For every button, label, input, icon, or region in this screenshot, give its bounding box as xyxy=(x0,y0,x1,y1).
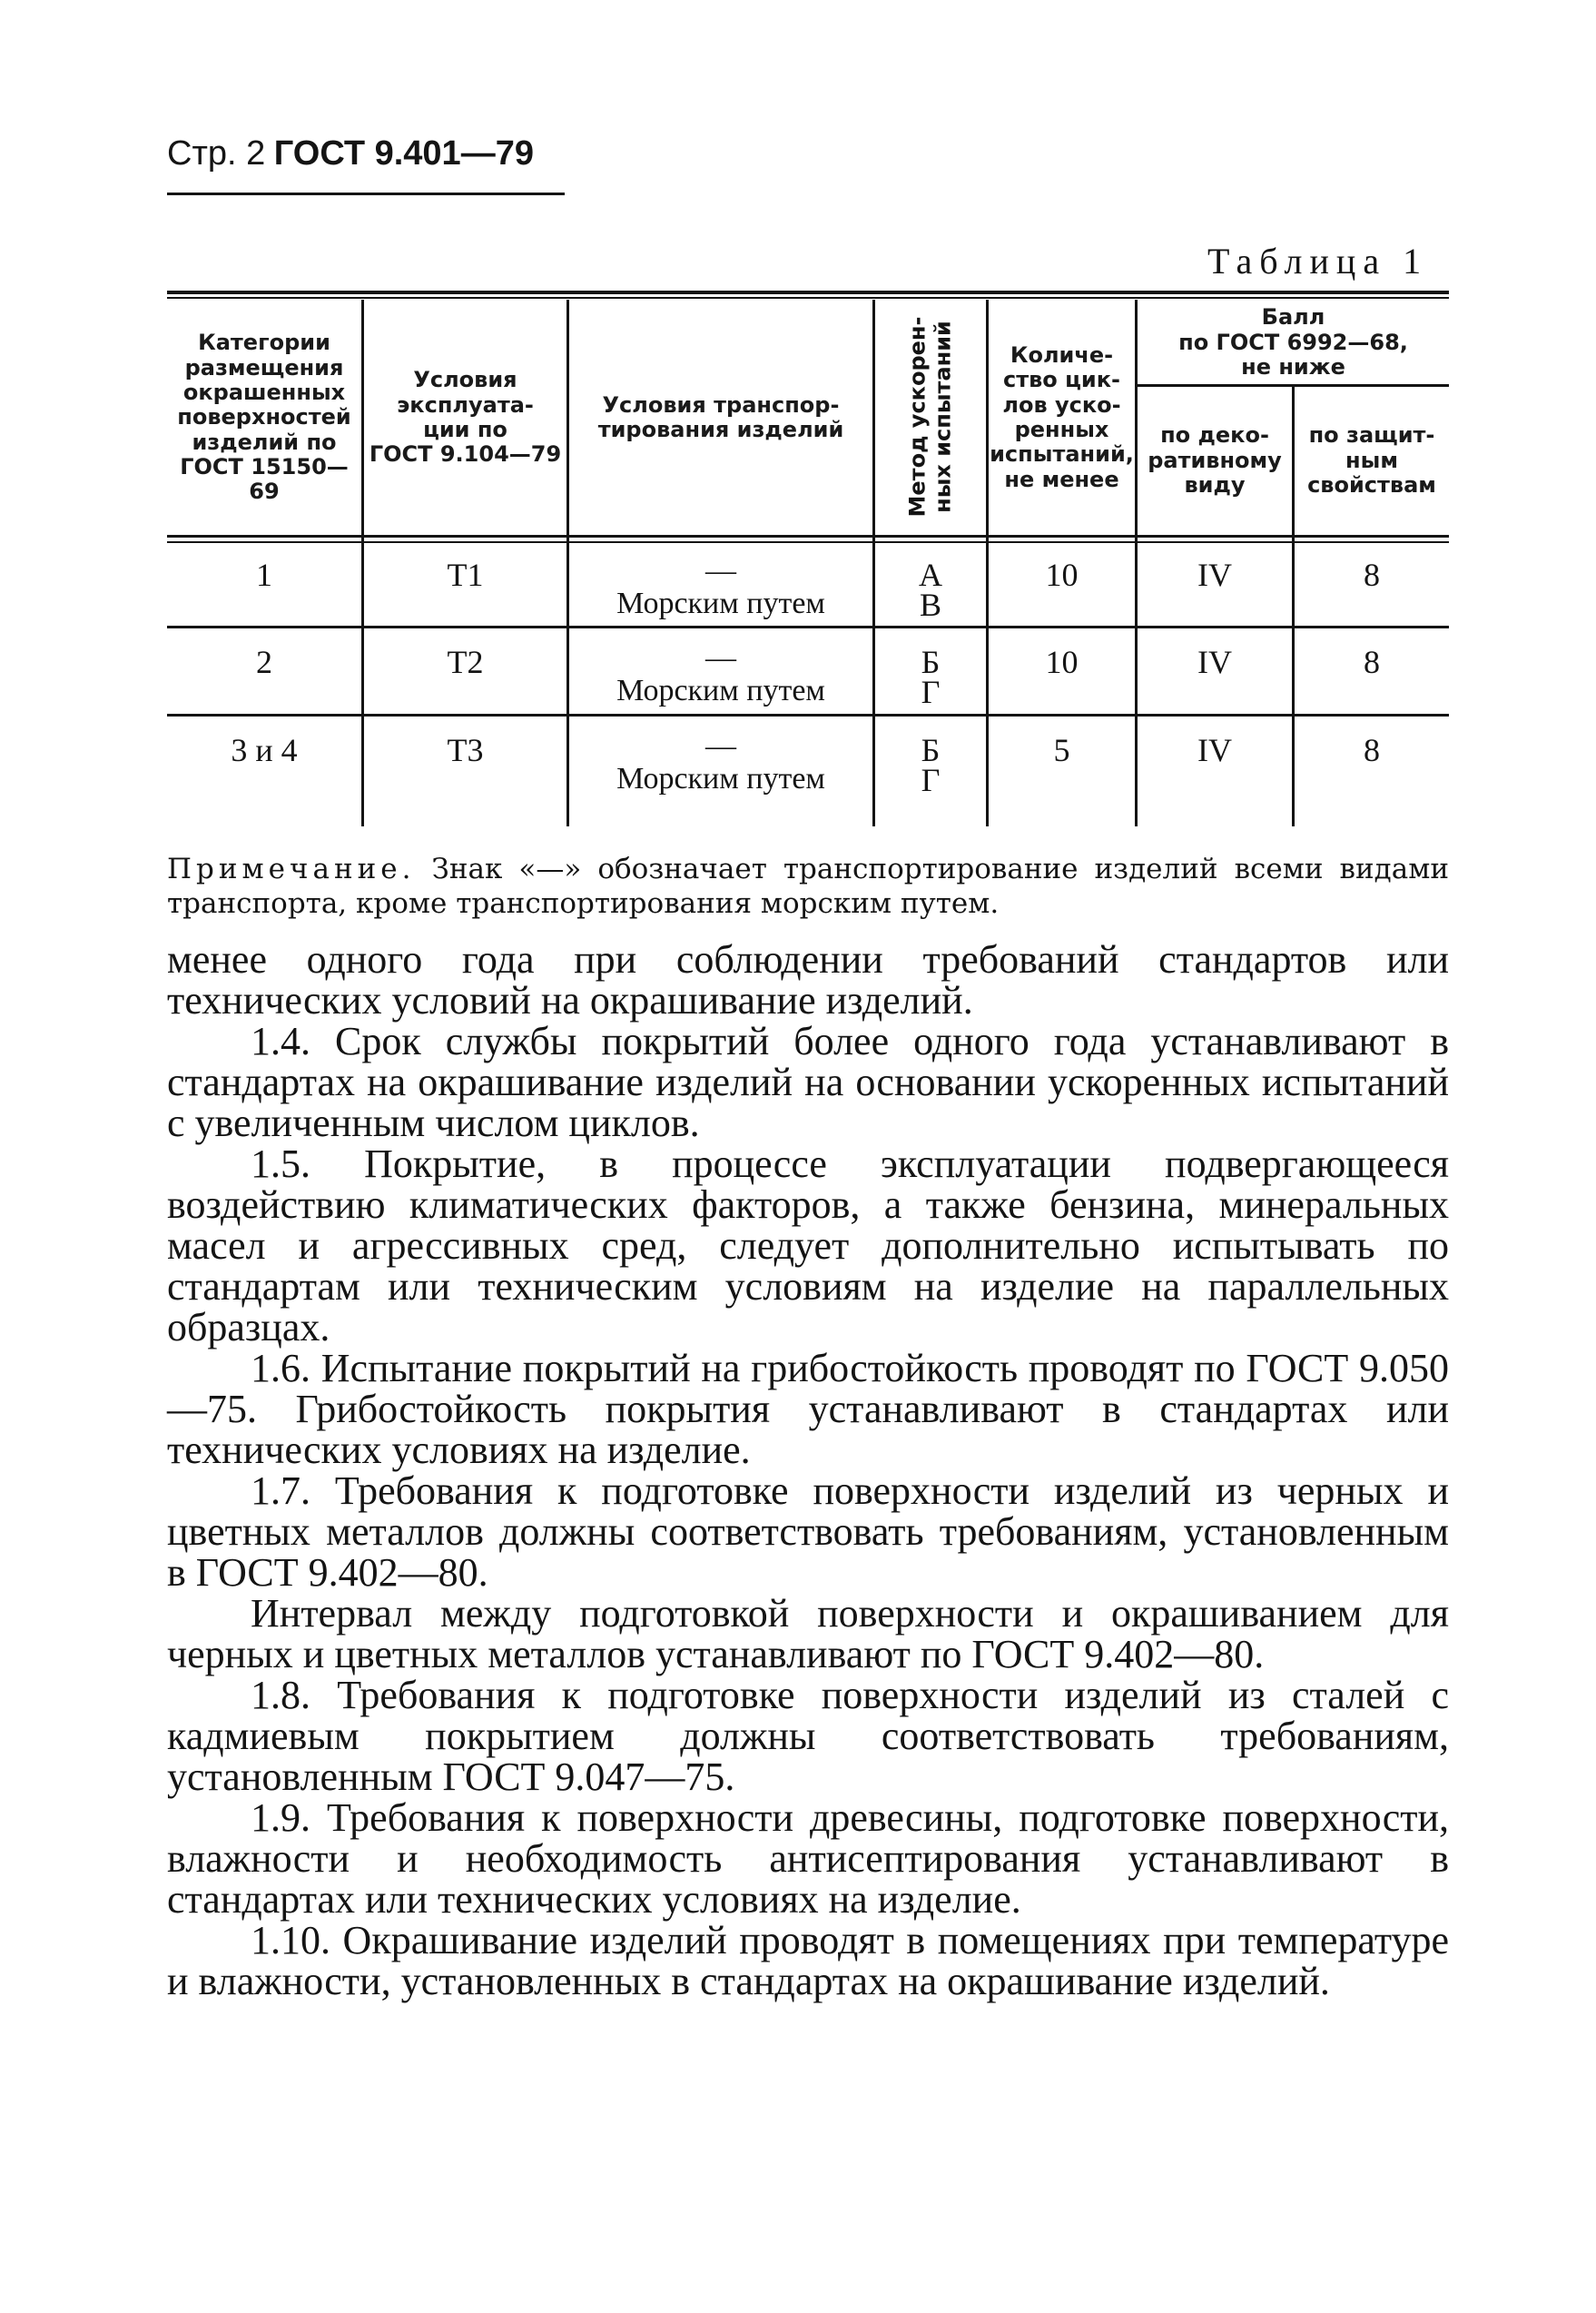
cell-method-1: Б xyxy=(921,644,941,680)
cell-transport-sea: Морским путем xyxy=(616,587,825,620)
cell-category: 3 и 4 xyxy=(231,732,298,768)
page-header xyxy=(167,136,534,171)
header-transport xyxy=(569,301,872,534)
cell-transport-sea: Морским путем xyxy=(616,762,825,796)
header-score-decor-text: по деко- ративному виду xyxy=(1148,422,1282,499)
cell-decor: IV xyxy=(1197,557,1232,593)
header-score-decor xyxy=(1138,388,1292,534)
cell-transport-dash: — xyxy=(705,554,736,588)
cell-method-1: А xyxy=(919,557,942,593)
cell-method-2: Г xyxy=(921,762,941,798)
table-label: Таблица 1 xyxy=(1207,241,1429,282)
table-top-rule xyxy=(167,291,1449,294)
cell-protect: 8 xyxy=(1364,557,1380,593)
header-conditions xyxy=(364,301,566,534)
cell-protect: 8 xyxy=(1364,732,1380,768)
cell-protect: 8 xyxy=(1364,644,1380,680)
paragraph-1-4: 1.4. Срок службы покрытий более одного года устанавливают в стандартах на окрашивание изделий на основании ускоренных испытаний с увеличенным числом циклов. xyxy=(167,1019,1449,1145)
header-score-group-text: Балл по ГОСТ 6992—68, не ниже xyxy=(1178,304,1408,381)
header-conditions-text: Условия эксплуата- ции по ГОСТ 9.104—79 xyxy=(369,367,562,468)
header-bottom-rule xyxy=(167,535,1449,538)
paragraph-1-9: 1.9. Требования к поверхности древесины, подготовке поверхности, влажности и необходимость антисептирования устанавливают в стандартах или технических условиях на изделие. xyxy=(167,1795,1449,1922)
body-text xyxy=(167,939,1449,2002)
header-cycles-text: Количе- ство цик- лов уско- ренных испытаний, не менее xyxy=(990,341,1134,492)
header-method-text: Метод ускорен- ных испытаний xyxy=(904,316,956,518)
note-text: Знак «—» обозначает транспортирование изделий всеми видами транспорта, кроме транспортирования морским путем. xyxy=(167,853,1449,920)
cell-category: 1 xyxy=(256,557,272,593)
cell-method-2: Г xyxy=(921,674,941,710)
header-score-group xyxy=(1138,301,1449,384)
page-number: Стр. 2 xyxy=(167,134,266,173)
cell-cycles: 10 xyxy=(1045,644,1079,680)
cell-category: 2 xyxy=(256,644,272,680)
paragraph-1-10: 1.10. Окрашивание изделий проводят в помещениях при температуре и влажности, установленных в стандартах на окрашивание изделий. xyxy=(167,1918,1449,2003)
table-top-rule-thin xyxy=(167,297,1449,299)
row-divider xyxy=(167,714,1449,717)
header-rule xyxy=(167,193,565,195)
header-score-protect xyxy=(1295,388,1449,534)
header-cycles xyxy=(989,301,1135,534)
cell-cycles: 10 xyxy=(1045,557,1079,593)
header-score-protect-text: по защит- ным свойствам xyxy=(1307,422,1436,499)
cell-condition: Т1 xyxy=(447,557,484,593)
paragraph-interval: Интервал между подготовкой поверхности и окрашиванием для черных и цветных металлов устанавливают по ГОСТ 9.402—80. xyxy=(167,1591,1449,1676)
cell-decor: IV xyxy=(1197,644,1232,680)
header-method xyxy=(874,305,987,529)
cell-decor: IV xyxy=(1197,732,1232,768)
cell-transport-dash: — xyxy=(705,641,736,675)
row-divider xyxy=(167,626,1449,628)
header-transport-text: Условия транспор- тирования изделий xyxy=(597,391,844,442)
cell-cycles: 5 xyxy=(1053,732,1070,768)
cell-transport-dash: — xyxy=(705,729,736,763)
cell-method-1: Б xyxy=(921,732,941,768)
paragraph-1-8: 1.8. Требования к подготовке поверхности изделий из сталей с кадмиевым покрытием должны соответствовать требованиям, установленным ГОСТ 9.047—75. xyxy=(167,1673,1449,1799)
paragraph-1-7: 1.7. Требования к подготовке поверхности изделий из черных и цветных металлов должны соответствовать требованиям, установленным в ГОСТ 9.402—80. xyxy=(167,1468,1449,1595)
paragraph-1-6: 1.6. Испытание покрытий на грибостойкость проводят по ГОСТ 9.050—75. Грибостойкость покрытия устанавливают в стандартах или технических условиях на изделие. xyxy=(167,1346,1449,1472)
cell-method-2: В xyxy=(919,587,941,623)
standard-code: ГОСТ 9.401—79 xyxy=(273,134,534,173)
header-bottom-rule-thin xyxy=(167,541,1449,543)
header-category-text: Категории размещения окрашенных поверхностей изделий по ГОСТ 15150—69 xyxy=(177,330,351,505)
header-category xyxy=(167,301,361,534)
note-lead: Примечание. xyxy=(167,853,416,885)
cell-condition: Т2 xyxy=(447,644,484,680)
cell-condition: Т3 xyxy=(447,732,484,768)
paragraph-continuation: менее одного года при соблюдении требований стандартов или технических условий на окрашивание изделий. xyxy=(167,937,1449,1023)
cell-transport-sea: Морским путем xyxy=(616,674,825,707)
paragraph-1-5: 1.5. Покрытие, в процессе эксплуатации подвергающееся воздействию климатических факторов, а также бензина, минеральных масел и агрессивных сред, следует дополнительно испытывать по стандартам или техническим условиям на изделие на параллельных образцах. xyxy=(167,1142,1449,1349)
table-note xyxy=(167,852,1449,921)
